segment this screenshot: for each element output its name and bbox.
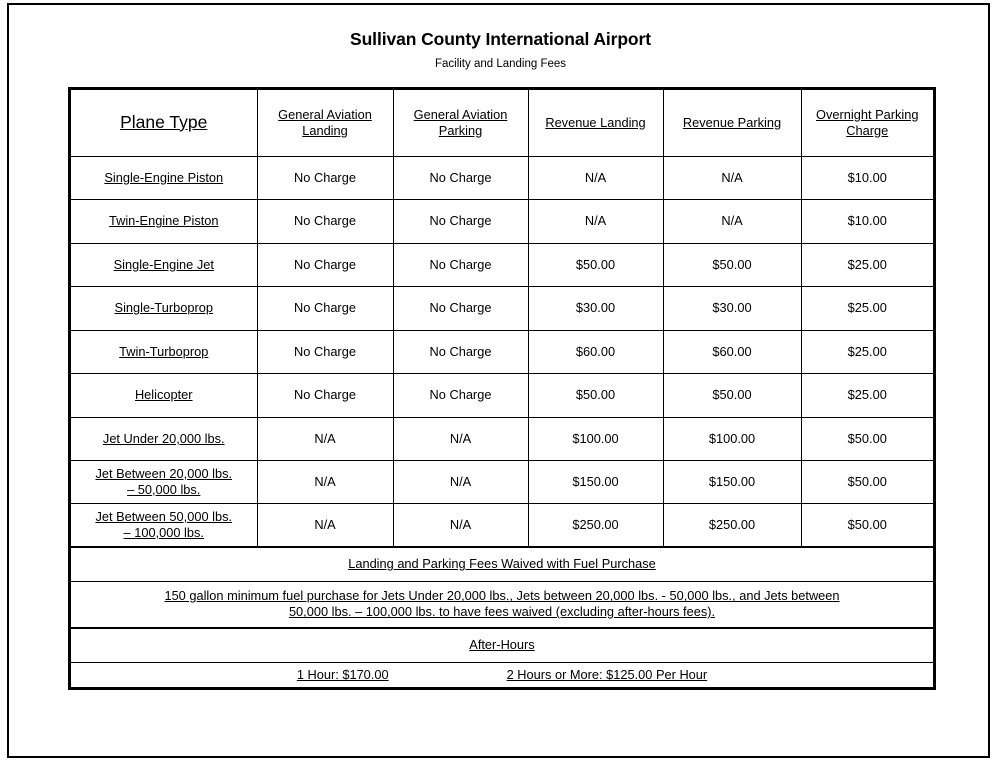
fee-table (69, 88, 935, 689)
cell-revenue-landing: $60.00 (528, 330, 663, 374)
row-label-twin-turboprop: Twin-Turboprop (70, 330, 257, 374)
cell-ga-parking: N/A (393, 461, 528, 504)
document-header (9, 5, 992, 70)
table-row (70, 330, 934, 374)
column-header-general-aviation-landing: General Aviation Landing (257, 89, 393, 156)
row-label-single-engine-piston: Single-Engine Piston (70, 156, 257, 200)
cell-overnight-parking: $10.00 (801, 156, 934, 200)
cell-overnight-parking: $50.00 (801, 417, 934, 461)
cell-ga-landing: N/A (257, 417, 393, 461)
cell-ga-parking: N/A (393, 417, 528, 461)
cell-ga-landing: N/A (257, 461, 393, 504)
cell-ga-landing: No Charge (257, 156, 393, 200)
column-header-revenue-parking: Revenue Parking (663, 89, 801, 156)
waiver-title: Landing and Parking Fees Waived with Fuel Purchase (70, 547, 934, 582)
cell-ga-landing: No Charge (257, 200, 393, 244)
table-header-row (70, 89, 934, 156)
table-row (70, 417, 934, 461)
cell-revenue-landing: $100.00 (528, 417, 663, 461)
waiver-note-row (70, 582, 934, 628)
cell-revenue-parking: $150.00 (663, 461, 801, 504)
after-hours-multi-hour-rate: 2 Hours or More: $125.00 Per Hour (506, 666, 708, 682)
cell-overnight-parking: $25.00 (801, 374, 934, 418)
cell-ga-landing: No Charge (257, 243, 393, 287)
cell-ga-parking: No Charge (393, 156, 528, 200)
page-title: Sullivan County International Airport (350, 29, 651, 49)
cell-ga-parking: No Charge (393, 243, 528, 287)
page-subtitle: Facility and Landing Fees (434, 58, 567, 70)
row-label-jet-under-20000: Jet Under 20,000 lbs. (70, 417, 257, 461)
row-label-jet-20000-50000: Jet Between 20,000 lbs. – 50,000 lbs. (70, 461, 257, 504)
cell-revenue-landing: $30.00 (528, 287, 663, 331)
cell-revenue-parking: N/A (663, 156, 801, 200)
cell-ga-landing: No Charge (257, 287, 393, 331)
cell-revenue-landing: $50.00 (528, 374, 663, 418)
row-label-jet-50000-100000: Jet Between 50,000 lbs. – 100,000 lbs. (70, 504, 257, 547)
after-hours-title: After-Hours (70, 628, 934, 663)
cell-revenue-parking: $100.00 (663, 417, 801, 461)
row-label-single-turboprop: Single-Turboprop (70, 287, 257, 331)
after-hours-title-row (70, 628, 934, 663)
waiver-title-row (70, 547, 934, 582)
cell-ga-parking: N/A (393, 504, 528, 547)
column-header-plane-type: Plane Type (70, 89, 257, 156)
cell-ga-parking: No Charge (393, 330, 528, 374)
after-hours-one-hour-rate: 1 Hour: $170.00 (296, 666, 389, 682)
table-row (70, 287, 934, 331)
table-row (70, 374, 934, 418)
column-header-revenue-landing: Revenue Landing (528, 89, 663, 156)
cell-revenue-parking: $50.00 (663, 374, 801, 418)
cell-revenue-landing: $250.00 (528, 504, 663, 547)
waiver-note: 150 gallon minimum fuel purchase for Jets Under 20,000 lbs., Jets between 20,000 lbs. - 50,000 lbs., and Jets between 50,000 lbs. – 100,000 lbs. to have fees waived (excluding after-hours fees). (70, 582, 934, 628)
cell-overnight-parking: $25.00 (801, 243, 934, 287)
cell-ga-landing: N/A (257, 504, 393, 547)
cell-revenue-parking: $60.00 (663, 330, 801, 374)
cell-revenue-parking: N/A (663, 200, 801, 244)
cell-revenue-landing: $150.00 (528, 461, 663, 504)
cell-overnight-parking: $50.00 (801, 461, 934, 504)
table-row (70, 243, 934, 287)
column-header-overnight-parking-charge: Overnight Parking Charge (801, 89, 934, 156)
cell-revenue-landing: N/A (528, 156, 663, 200)
cell-overnight-parking: $25.00 (801, 287, 934, 331)
after-hours-rates-row (70, 663, 934, 688)
row-label-single-engine-jet: Single-Engine Jet (70, 243, 257, 287)
cell-ga-parking: No Charge (393, 287, 528, 331)
page-frame (7, 3, 990, 758)
row-label-twin-engine-piston: Twin-Engine Piston (70, 200, 257, 244)
cell-revenue-parking: $30.00 (663, 287, 801, 331)
cell-ga-landing: No Charge (257, 374, 393, 418)
table-row (70, 504, 934, 547)
cell-overnight-parking: $10.00 (801, 200, 934, 244)
table-row (70, 200, 934, 244)
cell-overnight-parking: $25.00 (801, 330, 934, 374)
column-header-general-aviation-parking: General Aviation Parking (393, 89, 528, 156)
row-label-helicopter: Helicopter (70, 374, 257, 418)
cell-revenue-landing: $50.00 (528, 243, 663, 287)
cell-ga-landing: No Charge (257, 330, 393, 374)
cell-revenue-landing: N/A (528, 200, 663, 244)
after-hours-rates (70, 663, 934, 688)
cell-revenue-parking: $50.00 (663, 243, 801, 287)
cell-overnight-parking: $50.00 (801, 504, 934, 547)
table-row (70, 156, 934, 200)
cell-revenue-parking: $250.00 (663, 504, 801, 547)
cell-ga-parking: No Charge (393, 200, 528, 244)
cell-ga-parking: No Charge (393, 374, 528, 418)
table-row (70, 461, 934, 504)
